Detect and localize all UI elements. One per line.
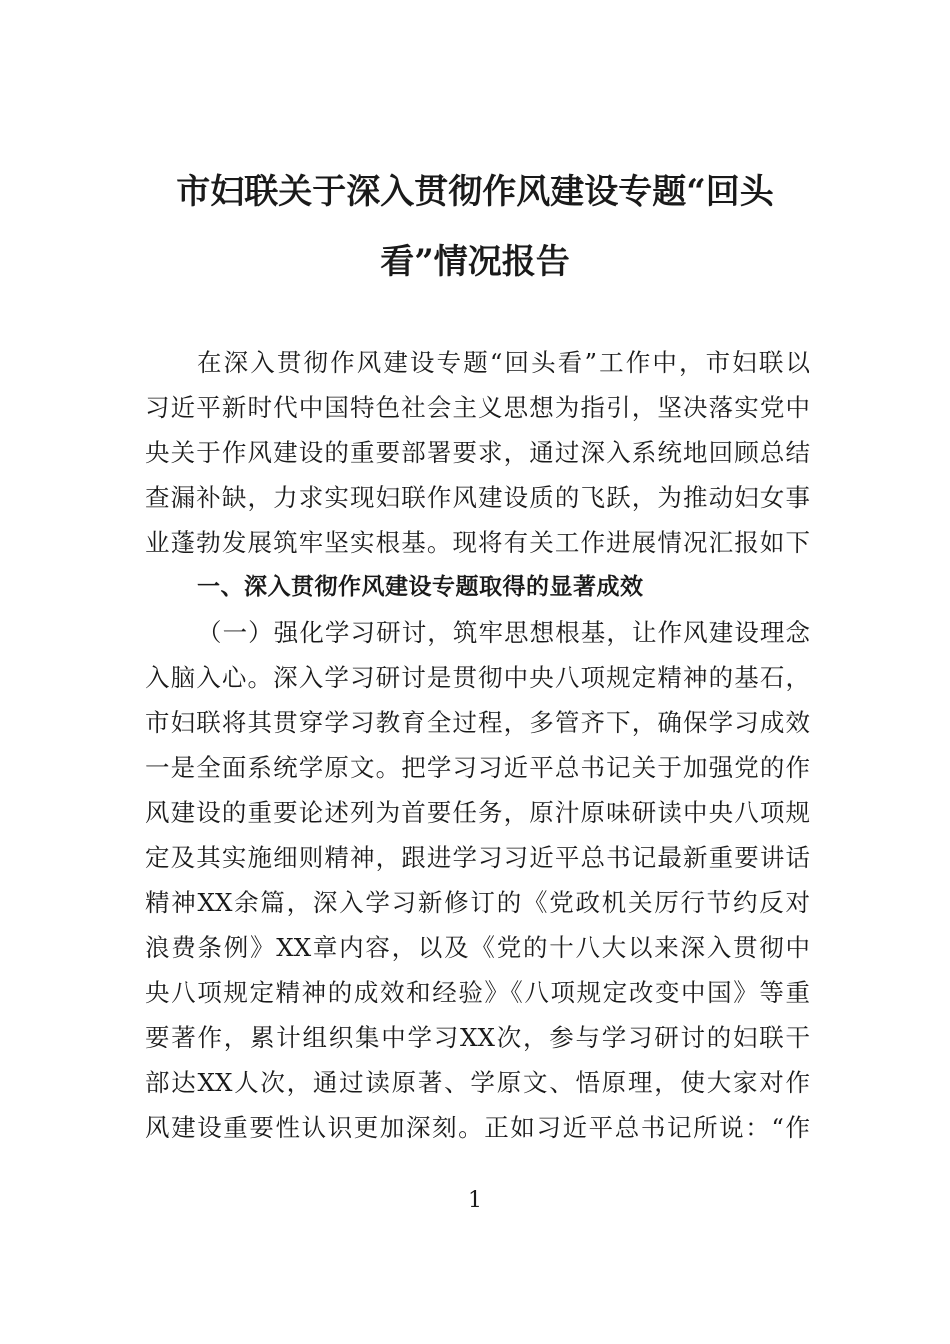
paragraph-line: 部达XX人次，通过读原著、学原文、悟原理，使大家对作 [145, 1068, 810, 1097]
page-number: 1 [468, 1188, 482, 1213]
paragraph-line: 浪费条例》XX章内容，以及《党的十八大以来深入贯彻中 [145, 933, 810, 962]
paragraph-line: 入脑入心。深入学习研讨是贯彻中央八项规定精神的基石， [145, 663, 810, 692]
paragraph-line: 要著作，累计组织集中学习XX次，参与学习研讨的妇联干 [145, 1023, 810, 1052]
paragraph-line: 定及其实施细则精神，跟进学习习近平总书记最新重要讲话 [145, 843, 810, 872]
section-heading: 一、深入贯彻作风建设专题取得的显著成效 [197, 574, 644, 600]
paragraph-line: 风建设重要性认识更加深刻。正如习近平总书记所说：“作 [145, 1113, 810, 1142]
paragraph-line: 央关于作风建设的重要部署要求，通过深入系统地回顾总结 [145, 438, 810, 467]
paragraph-line: 一是全面系统学原文。把学习习近平总书记关于加强党的作 [145, 753, 810, 782]
paragraph-line: （一）强化学习研讨，筑牢思想根基，让作风建设理念 [197, 618, 810, 647]
document-title-line-1: 市妇联关于深入贯彻作风建设专题“回头 [176, 172, 774, 212]
paragraph-line: 市妇联将其贯穿学习教育全过程，多管齐下，确保学习成效 [145, 708, 810, 737]
paragraph-line: 在深入贯彻作风建设专题“回头看”工作中，市妇联以 [197, 348, 810, 377]
document-title-line-2: 看”情况报告 [380, 242, 570, 282]
document-body [145, 340, 810, 1150]
paragraph-line: 查漏补缺，力求实现妇联作风建设质的飞跃，为推动妇女事 [145, 483, 810, 512]
paragraph-line: 习近平新时代中国特色社会主义思想为指引，坚决落实党中 [145, 393, 810, 422]
paragraph-line: 业蓬勃发展筑牢坚实根基。现将有关工作进展情况汇报如下 [145, 528, 810, 557]
paragraph-line: 央八项规定精神的成效和经验》《八项规定改变中国》等重 [145, 978, 810, 1007]
paragraph-line: 精神XX余篇，深入学习新修订的《党政机关厉行节约反对 [145, 888, 810, 917]
paragraph-line: 风建设的重要论述列为首要任务，原汁原味研读中央八项规 [145, 798, 810, 827]
